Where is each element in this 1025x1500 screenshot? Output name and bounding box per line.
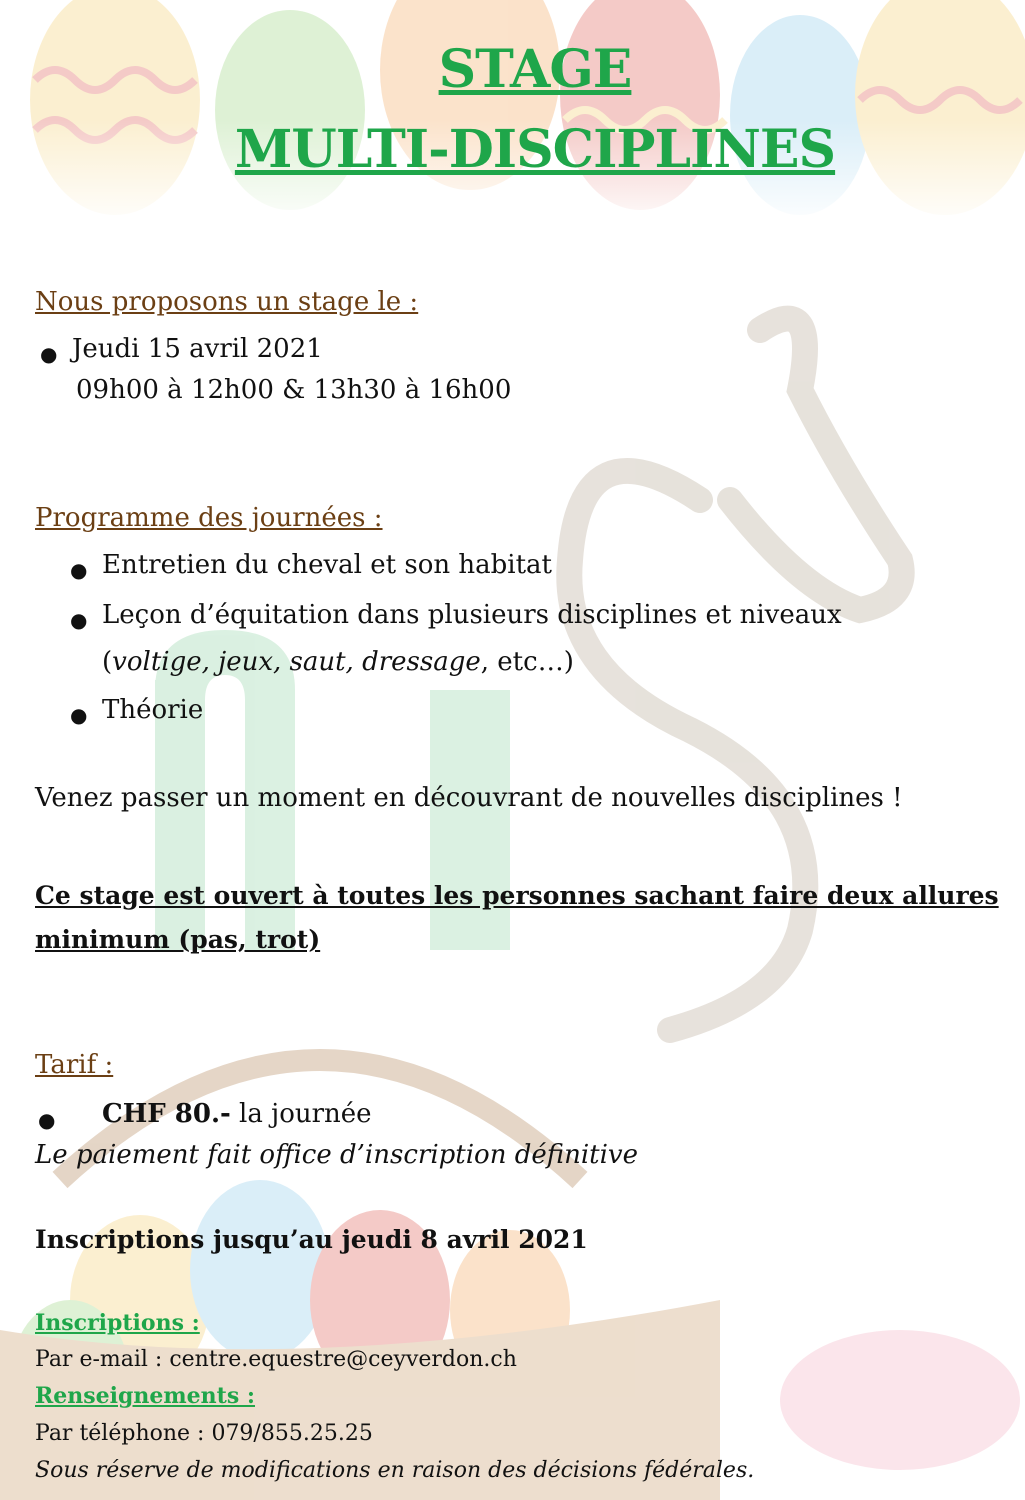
phone-line: Par téléphone : 079/855.25.25 xyxy=(35,1421,373,1446)
bullet-icon: ● xyxy=(70,558,88,582)
programme-item-detail: (voltige, jeux, saut, dressage, etc…) xyxy=(102,647,574,677)
inscriptions-heading: Inscriptions : xyxy=(35,1310,200,1336)
bullet-icon: ● xyxy=(70,608,88,632)
disclaimer: Sous réserve de modifications en raison des décisions fédérales. xyxy=(35,1458,755,1483)
bullet-icon: ● xyxy=(70,703,88,727)
bullet-icon: ● xyxy=(38,1108,56,1132)
programme-item: Leçon d’équitation dans plusieurs disciplines et niveaux xyxy=(102,600,842,630)
deadline: Inscriptions jusqu’au jeudi 8 avril 2021 xyxy=(35,1225,588,1254)
bullet-icon: ● xyxy=(40,342,58,366)
tarif-heading: Tarif : xyxy=(35,1050,114,1080)
programme-heading: Programme des journées : xyxy=(35,503,383,533)
title-line-1: STAGE xyxy=(438,39,632,100)
requirement-line-2: minimum (pas, trot) xyxy=(35,925,321,954)
invite-text: Venez passer un moment en découvrant de nouvelles disciplines ! xyxy=(35,783,903,813)
time-range: 09h00 à 12h00 & 13h30 à 16h00 xyxy=(76,375,512,405)
programme-item: Théorie xyxy=(102,695,204,725)
email-line: Par e-mail : centre.equestre@ceyverdon.ch xyxy=(35,1347,517,1372)
title-line-2: MULTI-DISCIPLINES xyxy=(234,119,836,180)
requirement-line-1: Ce stage est ouvert à toutes les personnes sachant faire deux allures xyxy=(35,881,999,910)
payment-note: Le paiement fait office d’inscription définitive xyxy=(35,1140,638,1170)
renseignements-heading: Renseignements : xyxy=(35,1383,255,1409)
date-item: Jeudi 15 avril 2021 xyxy=(72,334,323,364)
programme-item: Entretien du cheval et son habitat xyxy=(102,550,552,580)
dates-heading: Nous proposons un stage le : xyxy=(35,287,419,317)
price: CHF 80.- la journée xyxy=(102,1099,372,1129)
